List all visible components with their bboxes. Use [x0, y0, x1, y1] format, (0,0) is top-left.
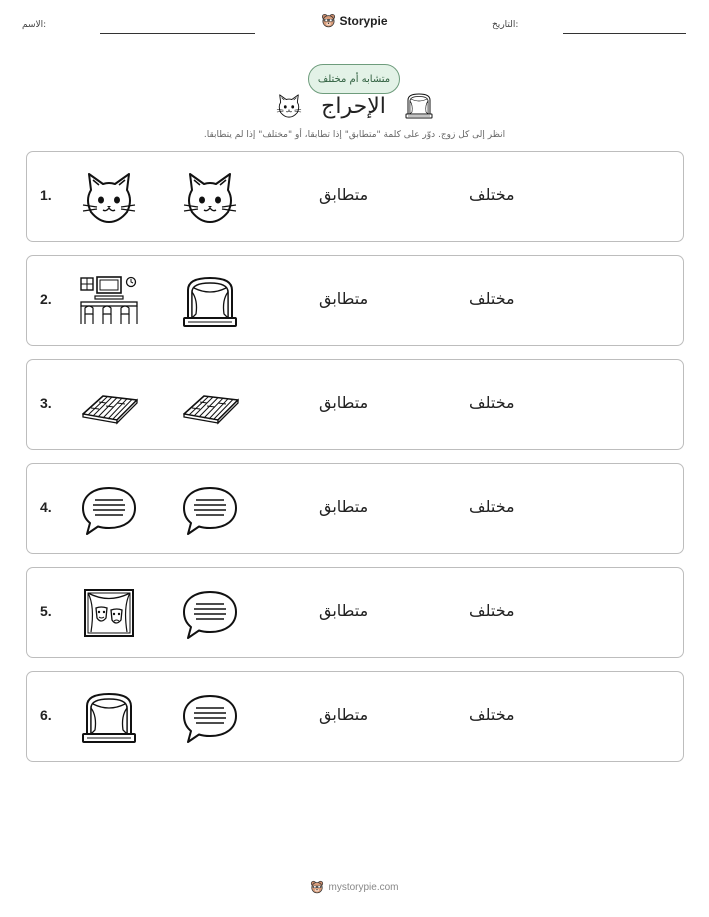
question-row: [26, 463, 684, 554]
date-label: التاريخ:: [492, 20, 519, 30]
speech-bubble-icon: [79, 482, 139, 538]
classroom-icon: [79, 274, 139, 330]
same-option[interactable]: متطابق: [319, 393, 369, 412]
different-option[interactable]: مختلف: [469, 497, 515, 516]
cat-face-icon: [275, 93, 303, 119]
wooden-floor-icon: [79, 378, 139, 434]
brand: [0, 13, 709, 32]
name-line[interactable]: [100, 33, 255, 34]
same-option[interactable]: متطابق: [319, 185, 369, 204]
same-option[interactable]: متطابق: [319, 705, 369, 724]
different-option[interactable]: مختلف: [469, 185, 515, 204]
theater-stage-icon: [404, 92, 434, 120]
same-option[interactable]: متطابق: [319, 289, 369, 308]
different-option[interactable]: مختلف: [469, 705, 515, 724]
theater-stage-icon: [180, 274, 240, 330]
speech-bubble-icon: [180, 586, 240, 642]
question-number: 6.: [40, 707, 52, 723]
question-row: [26, 567, 684, 658]
footer-url: mystorypie.com: [328, 881, 399, 893]
wooden-floor-icon: [180, 378, 240, 434]
title-row: [0, 92, 709, 120]
question-number: 2.: [40, 291, 52, 307]
name-label: الاسم:: [22, 20, 47, 30]
page-title: الإحراج: [321, 93, 386, 119]
same-option[interactable]: متطابق: [319, 601, 369, 620]
instructions: انظر إلى كل زوج. دوّر على كلمة "متطابق" إذا تطابقا، أو "مختلف" إذا لم يتطابقا.: [203, 130, 506, 140]
different-option[interactable]: مختلف: [469, 601, 515, 620]
footer: [0, 879, 709, 898]
same-option[interactable]: متطابق: [319, 497, 369, 516]
cat-face-icon: [79, 170, 139, 226]
cat-face-icon: [180, 170, 240, 226]
theater-stage-icon: [79, 690, 139, 746]
question-number: 5.: [40, 603, 52, 619]
topic-badge: متشابه أم مختلف: [308, 64, 400, 94]
question-row: [26, 151, 684, 242]
question-number: 1.: [40, 187, 52, 203]
question-number: 3.: [40, 395, 52, 411]
different-option[interactable]: مختلف: [469, 289, 515, 308]
speech-bubble-icon: [180, 690, 240, 746]
bear-logo-icon: [321, 13, 336, 28]
brand-name: Storypie: [339, 13, 388, 28]
question-number: 4.: [40, 499, 52, 515]
different-option[interactable]: مختلف: [469, 393, 515, 412]
question-row: [26, 359, 684, 450]
date-line[interactable]: [563, 33, 686, 34]
speech-bubble-icon: [180, 482, 240, 538]
theater-masks-icon: [79, 586, 139, 642]
question-row: [26, 255, 684, 346]
question-row: [26, 671, 684, 762]
bear-logo-icon: [310, 880, 324, 894]
